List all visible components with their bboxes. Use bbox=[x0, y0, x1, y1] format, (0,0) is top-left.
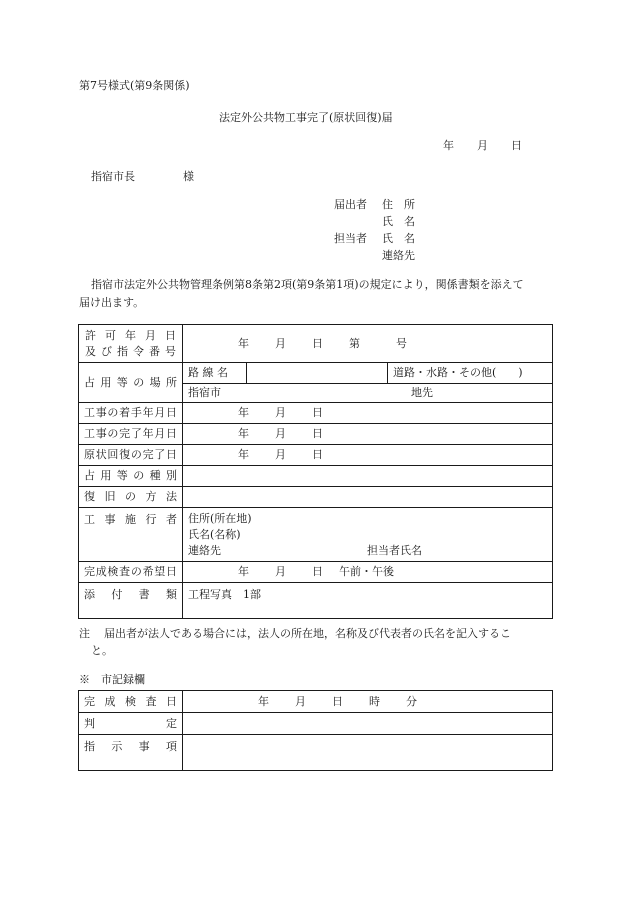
inspection-value[interactable] bbox=[183, 562, 553, 583]
addressee-name: 指宿市長 bbox=[91, 170, 135, 183]
record-month: 月 bbox=[295, 694, 306, 708]
note-line-2: と。 bbox=[91, 644, 113, 657]
applicant-role: 届出者 bbox=[334, 198, 367, 211]
location-row-1 bbox=[79, 363, 553, 384]
method-label: 復旧の方法 bbox=[79, 487, 183, 508]
inspection-month: 月 bbox=[275, 565, 286, 579]
permit-no-prefix: 第 bbox=[349, 336, 360, 350]
inspection-row bbox=[79, 562, 553, 583]
record-table bbox=[78, 690, 553, 771]
body-line-1: 指宿市法定外公共物管理条例第8条第2項(第9条第1項)の規定により，関係書類を添えて bbox=[91, 278, 524, 291]
route-name-field[interactable] bbox=[246, 363, 387, 383]
applicant-name-label: 氏 名 bbox=[382, 215, 415, 228]
permit-day: 日 bbox=[312, 336, 323, 350]
restore-date-label: 原状回復の完了日 bbox=[79, 445, 183, 466]
route-type[interactable]: 道路・水路・その他( ) bbox=[387, 363, 552, 383]
route-name-label: 路 線 名 bbox=[188, 366, 228, 379]
record-day: 日 bbox=[332, 694, 343, 708]
date-day-label: 日 bbox=[511, 139, 522, 152]
restore-date-row bbox=[79, 445, 553, 466]
start-date-value[interactable] bbox=[183, 403, 553, 424]
end-date-value[interactable] bbox=[183, 424, 553, 445]
record-minute: 分 bbox=[406, 694, 417, 708]
contact-person-role: 担当者 bbox=[334, 232, 367, 245]
start-year: 年 bbox=[238, 406, 249, 420]
permit-year: 年 bbox=[238, 336, 249, 350]
addressee-honorific: 様 bbox=[183, 170, 194, 183]
start-month: 月 bbox=[275, 406, 286, 420]
restore-year: 年 bbox=[238, 448, 249, 462]
restore-month: 月 bbox=[275, 448, 286, 462]
note-line-1: 届出者が法人である場合には，法人の所在地，名称及び代表者の氏名を記入するこ bbox=[104, 627, 511, 640]
contractor-person-label: 担当者氏名 bbox=[367, 544, 422, 558]
applicant-address-label: 住 所 bbox=[382, 198, 415, 211]
contractor-address-label: 住所(所在地) bbox=[188, 512, 252, 525]
inspection-ampm: 午前・午後 bbox=[339, 565, 394, 579]
contact-label: 連絡先 bbox=[382, 249, 415, 262]
permit-no-suffix: 号 bbox=[396, 336, 407, 350]
contractor-label: 工事施行者 bbox=[79, 508, 183, 562]
main-form-table bbox=[78, 324, 553, 619]
location-label: 占用等の場所 bbox=[79, 363, 183, 403]
form-number: 第7号様式(第9条関係) bbox=[79, 79, 190, 92]
permit-row bbox=[79, 325, 553, 363]
start-day: 日 bbox=[312, 406, 323, 420]
start-date-row bbox=[79, 403, 553, 424]
end-date-label: 工事の完了年月日 bbox=[79, 424, 183, 445]
contractor-row bbox=[79, 508, 553, 562]
record-inspection-value[interactable] bbox=[183, 691, 553, 713]
end-month: 月 bbox=[275, 427, 286, 441]
contractor-value[interactable] bbox=[183, 508, 553, 562]
date-month-label: 月 bbox=[477, 139, 488, 152]
record-year: 年 bbox=[258, 694, 269, 708]
end-year: 年 bbox=[238, 427, 249, 441]
inspection-label: 完成検査の希望日 bbox=[79, 562, 183, 583]
contractor-contact-label: 連絡先 bbox=[188, 544, 221, 558]
end-date-row bbox=[79, 424, 553, 445]
record-hour: 時 bbox=[369, 694, 380, 708]
location-address-cell[interactable] bbox=[183, 384, 553, 403]
permit-label-1: 許 可 年 月 日 bbox=[85, 328, 176, 342]
inspection-year: 年 bbox=[238, 565, 249, 579]
attachment-row bbox=[79, 583, 553, 619]
location-address-suffix: 地先 bbox=[411, 386, 433, 400]
restore-day: 日 bbox=[312, 448, 323, 462]
contractor-name-label: 氏名(名称) bbox=[188, 528, 241, 542]
start-date-label: 工事の着手年月日 bbox=[79, 403, 183, 424]
inspection-day: 日 bbox=[312, 565, 323, 579]
record-judgement-label: 判定 bbox=[79, 713, 183, 735]
end-day: 日 bbox=[312, 427, 323, 441]
record-inspection-label: 完成検査日 bbox=[79, 691, 183, 713]
record-instruction-value[interactable] bbox=[183, 735, 553, 771]
body-line-2: 届け出ます。 bbox=[79, 296, 145, 309]
permit-label-2: 及 び 指 令 番 号 bbox=[85, 345, 176, 358]
permit-month: 月 bbox=[275, 336, 286, 350]
record-judgement-value[interactable] bbox=[183, 713, 553, 735]
method-value[interactable] bbox=[183, 487, 553, 508]
date-year-label: 年 bbox=[443, 139, 454, 152]
record-judgement-row bbox=[79, 713, 553, 735]
form-title: 法定外公共物工事完了(原状回復)届 bbox=[219, 111, 393, 124]
attachment-label: 添付書類 bbox=[79, 583, 183, 619]
record-inspection-row bbox=[79, 691, 553, 713]
permit-value-cell[interactable] bbox=[183, 325, 553, 363]
record-instruction-label: 指示事項 bbox=[79, 735, 183, 771]
method-row bbox=[79, 487, 553, 508]
note-prefix: 注 bbox=[79, 627, 90, 640]
restore-date-value[interactable] bbox=[183, 445, 553, 466]
type-row bbox=[79, 466, 553, 487]
type-value[interactable] bbox=[183, 466, 553, 487]
contact-person-name-label: 氏 名 bbox=[382, 232, 415, 245]
location-city: 指宿市 bbox=[188, 386, 221, 400]
attachment-value[interactable]: 工程写真 1部 bbox=[183, 583, 553, 619]
record-instruction-row bbox=[79, 735, 553, 771]
type-label: 占用等の種別 bbox=[79, 466, 183, 487]
record-title: ※ 市記録欄 bbox=[79, 673, 145, 686]
